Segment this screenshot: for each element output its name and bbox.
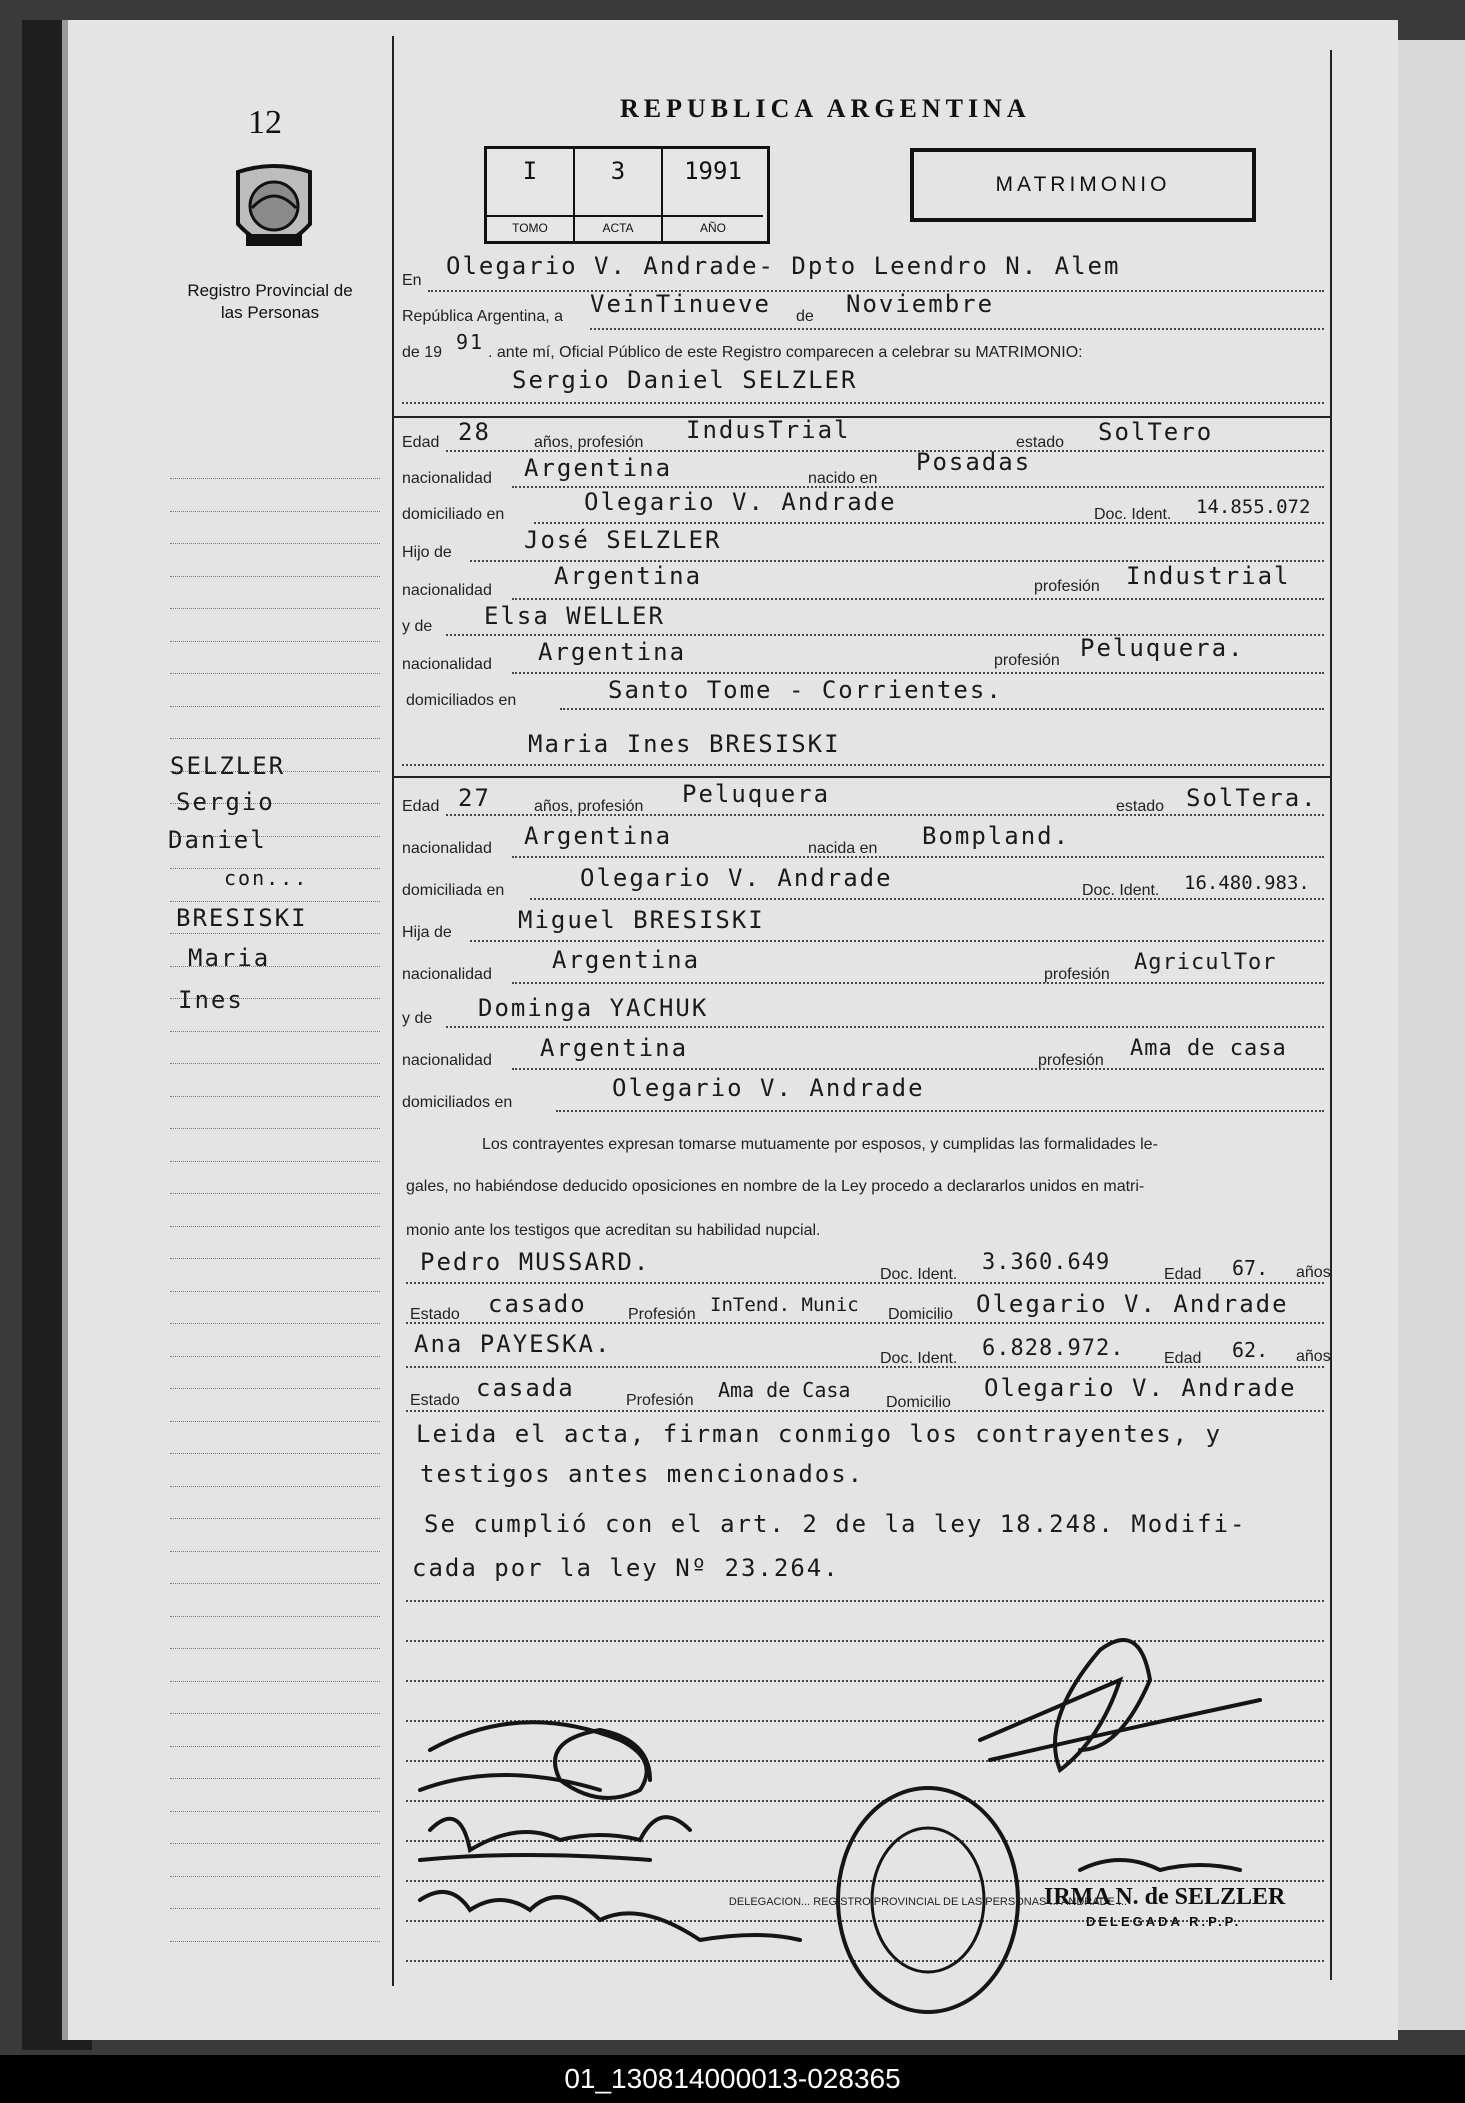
witness2-dom-label: Domicilio (886, 1394, 951, 1411)
officer-title-stamp: DELEGADA R.P.P. (1086, 1914, 1242, 1929)
groom-father: José SELZLER (524, 526, 722, 554)
signature-delegate (1080, 1860, 1240, 1870)
country-title: REPUBLICA ARGENTINA (620, 94, 1031, 123)
bride-estado-label: estado (1116, 798, 1165, 815)
groom-parents-dom-label: domiciliados en (406, 692, 517, 709)
declaration-line-1: Los contrayentes expresan tomarse mutuamente por esposos, y cumplidas las formalidades le- (482, 1136, 1158, 1153)
ceremony-month: Noviembre (846, 290, 995, 318)
groom-nationality: Argentina (524, 454, 673, 482)
groom-mother-nat-label: nacionalidad (402, 656, 492, 673)
closing-line-4: cada por la ley Nº 23.264. (412, 1554, 840, 1582)
groom-mother-profession: Peluquera. (1080, 634, 1245, 662)
groom-nacido-label: nacido en (808, 470, 878, 487)
bride-nacida-label: nacida en (808, 840, 878, 857)
tomo-value: I (522, 157, 538, 185)
witness2-estado-label: Estado (410, 1392, 460, 1409)
official-stamp-text: DELEGACION... REGISTRO PROVINCIAL DE LAS PERSONAS ... ANDRADE ... (728, 1896, 1128, 1908)
declaration-line-3: monio ante los testigos que acreditan su habilidad nupcial. (406, 1222, 821, 1239)
witness1-doc: 3.360.649 (982, 1250, 1111, 1275)
groom-anos-label: años, profesión (534, 434, 644, 451)
bride-doc-label: Doc. Ident. (1082, 882, 1160, 899)
groom-estado: SolTero (1098, 418, 1214, 446)
ceremony-place: Olegario V. Andrade- Dpto Leendro N. Alem (446, 252, 1121, 280)
groom-doc-label: Doc. Ident. (1094, 506, 1172, 523)
image-id-footer: 01_130814000013-028365 (0, 2055, 1465, 2103)
registry-name: Registro Provincial de las Personas (187, 281, 353, 322)
groom-father-prof-label: profesión (1034, 578, 1100, 595)
witness2-doc-label: Doc. Ident. (880, 1350, 958, 1367)
groom-mother-prof-label: profesión (994, 652, 1060, 669)
bride-anos-label: años, profesión (534, 798, 644, 815)
witness1-doc-label: Doc. Ident. (880, 1266, 958, 1283)
signature-groom (420, 1722, 650, 1798)
groom-father-nationality: Argentina (554, 562, 703, 590)
bride-mother: Dominga YACHUK (478, 994, 709, 1022)
bride-nationality: Argentina (524, 822, 673, 850)
bride-hija-label: Hija de (402, 924, 452, 941)
margin-note-surname: SELZLER (170, 752, 286, 780)
ceremony-day: VeinTinueve (590, 290, 771, 318)
witness2-name: Ana PAYESKA. (414, 1330, 612, 1358)
witness2-age: 62. (1232, 1338, 1269, 1362)
groom-profession: IndusTrial (686, 416, 851, 444)
bride-father: Miguel BRESISKI (518, 906, 765, 934)
bride-edad-label: Edad (402, 798, 440, 815)
closing-line-3: Se cumplió con el art. 2 de la ley 18.248. Modifi- (424, 1510, 1247, 1538)
bride-nat-label: nacionalidad (402, 840, 492, 857)
bride-profession: Peluquera (682, 780, 831, 808)
margin-note-bride-middle: Ines (178, 986, 244, 1014)
bride-dom-label: domiciliada en (402, 882, 505, 899)
year-prefix-label: de 19 (402, 344, 443, 361)
margin-note-bride-surname: BRESISKI (176, 904, 308, 932)
acta-value: 3 (610, 157, 626, 185)
witness1-anos-label: años (1296, 1264, 1331, 1281)
closing-line-2: testigos antes mencionados. (420, 1460, 865, 1488)
witness2-doc: 6.828.972. (982, 1336, 1125, 1361)
witness1-profession: InTend. Munic (710, 1294, 859, 1316)
groom-name: Sergio Daniel SELZLER (512, 366, 858, 394)
groom-dom-label: domiciliado en (402, 506, 505, 523)
bride-parents-domicile: Olegario V. Andrade (612, 1074, 925, 1102)
declaration-line-2: gales, no habiéndose deducido oposiciones en nombre de la Ley procedo a declararlos unidos en matri- (406, 1178, 1145, 1195)
margin-note-con: con... (224, 866, 309, 890)
year-value: 1991 (684, 157, 742, 185)
witness1-prof-label: Profesión (628, 1306, 696, 1323)
closing-line-1: Leida el acta, firman conmigo los contrayentes, y (416, 1420, 1223, 1448)
groom-birthplace: Posadas (916, 448, 1032, 476)
bride-father-nationality: Argentina (552, 946, 701, 974)
intro-text: . ante mí, Oficial Público de este Registro comparecen a celebrar su MATRIMONIO: (488, 344, 1083, 361)
signature-officer (980, 1640, 1260, 1770)
bride-estado: SolTera. (1186, 784, 1318, 812)
groom-mother: Elsa WELLER (484, 602, 665, 630)
groom-domicile: Olegario V. Andrade (584, 488, 897, 516)
witness1-age: 67. (1232, 1256, 1269, 1280)
en-label: En (402, 272, 422, 289)
republica-label: República Argentina, a (402, 308, 563, 325)
year-label: AÑO (663, 215, 763, 235)
witness1-name: Pedro MUSSARD. (420, 1248, 651, 1276)
groom-age: 28 (458, 418, 491, 446)
acta-label: ACTA (575, 215, 661, 235)
bride-birthplace: Bompland. (922, 822, 1071, 850)
margin-note-middle-name: Daniel (168, 826, 267, 854)
bride-age: 27 (458, 784, 491, 812)
bride-mother-nationality: Argentina (540, 1034, 689, 1062)
witness2-anos-label: años (1296, 1348, 1331, 1365)
witness2-domicile: Olegario V. Andrade (984, 1374, 1297, 1402)
groom-estado-label: estado (1016, 434, 1065, 451)
witness2-estado: casada (476, 1374, 575, 1402)
groom-doc-number: 14.855.072 (1196, 496, 1311, 518)
bride-domicile: Olegario V. Andrade (580, 864, 893, 892)
witness1-estado-label: Estado (410, 1306, 460, 1323)
witness2-prof-label: Profesión (626, 1392, 694, 1409)
bride-mother-nat-label: nacionalidad (402, 1052, 492, 1069)
witness2-profession: Ama de Casa (718, 1378, 851, 1402)
witness1-domicile: Olegario V. Andrade (976, 1290, 1289, 1318)
de-label: de (796, 308, 814, 325)
groom-edad-label: Edad (402, 434, 440, 451)
bride-father-prof-label: profesión (1044, 966, 1110, 983)
bride-father-profession: AgriculTor (1134, 950, 1277, 975)
signature-bride (420, 1817, 690, 1860)
margin-note-first-name: Sergio (176, 788, 275, 816)
groom-yde-label: y de (402, 618, 433, 635)
bride-parents-dom-label: domiciliados en (402, 1094, 513, 1111)
page-number: 12 (248, 104, 282, 141)
bride-mother-prof-label: profesión (1038, 1052, 1104, 1069)
groom-parents-domicile: Santo Tome - Corrientes. (608, 676, 1003, 704)
groom-nat-label: nacionalidad (402, 470, 492, 487)
witness2-edad-label: Edad (1164, 1350, 1202, 1367)
groom-mother-nationality: Argentina (538, 638, 687, 666)
groom-hijo-label: Hijo de (402, 544, 452, 561)
bride-mother-profession: Ama de casa (1130, 1036, 1287, 1061)
ceremony-year-suffix: 91 (456, 330, 485, 354)
witness1-estado: casado (488, 1290, 587, 1318)
bride-yde-label: y de (402, 1010, 433, 1027)
document-type-box: MATRIMONIO (910, 148, 1256, 222)
groom-father-profession: Industrial (1126, 562, 1291, 590)
bride-doc-number: 16.480.983. (1184, 872, 1310, 894)
tomo-label: TOMO (487, 215, 573, 235)
bride-father-nat-label: nacionalidad (402, 966, 492, 983)
witness1-dom-label: Domicilio (888, 1306, 953, 1323)
witness1-edad-label: Edad (1164, 1266, 1202, 1283)
margin-note-bride-first: Maria (188, 944, 271, 972)
bride-name: Maria Ines BRESISKI (528, 730, 841, 758)
groom-father-nat-label: nacionalidad (402, 582, 492, 599)
officer-name-stamp: IRMA N. de SELZLER (1044, 1884, 1286, 1910)
